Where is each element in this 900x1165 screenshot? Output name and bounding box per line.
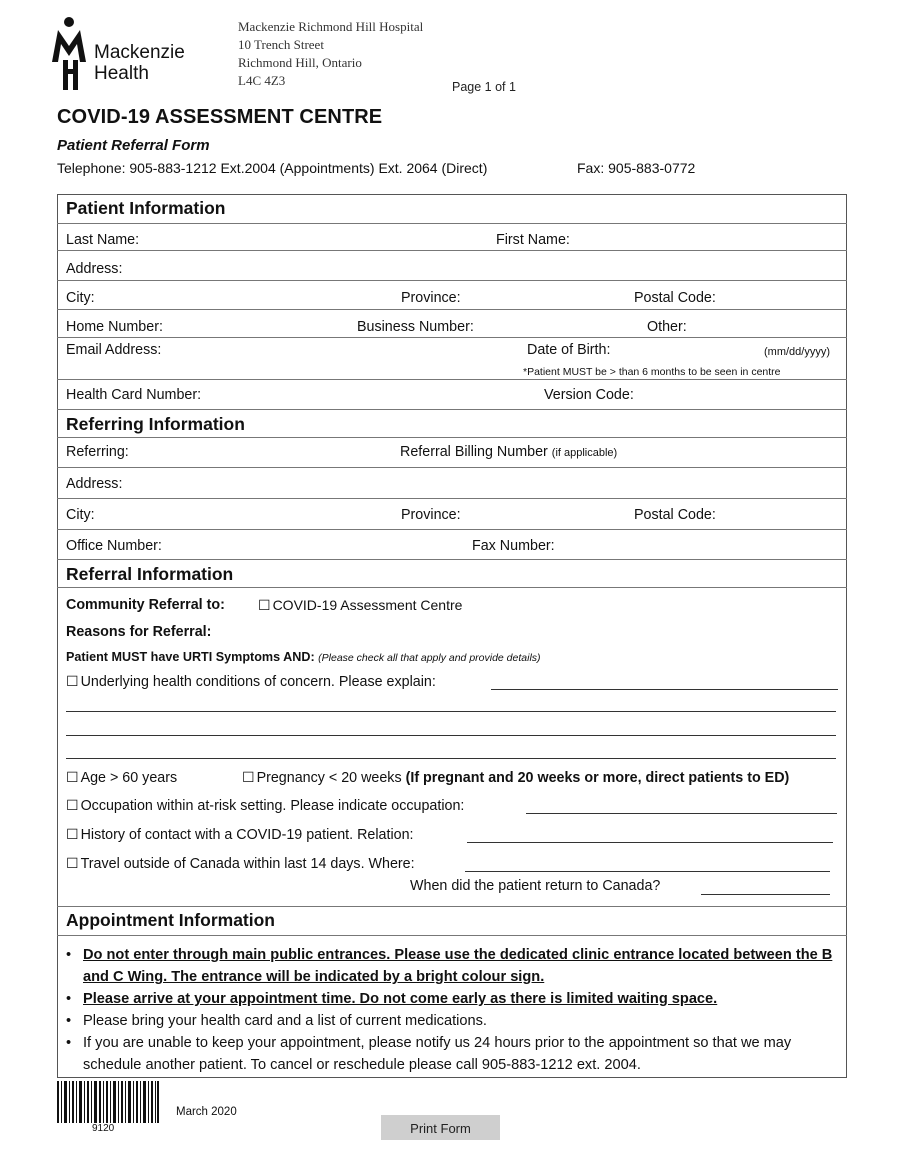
checkbox-icon[interactable]: ☐ — [66, 826, 79, 842]
dob-format: (mm/dd/yyyy) — [764, 346, 830, 358]
relation-line[interactable] — [467, 842, 833, 843]
divider — [57, 379, 847, 380]
pregnancy-checkbox[interactable]: ☐ Pregnancy < 20 weeks (If pregnant and 20 weeks or more, direct patients to ED) — [242, 769, 790, 786]
appointment-info-heading: Appointment Information — [66, 910, 276, 930]
referring-province-field[interactable]: Province: — [401, 507, 461, 523]
billing-number-field[interactable]: Referral Billing Number (if applicable) — [400, 444, 618, 460]
community-referral-label: Community Referral to: — [66, 597, 225, 613]
underlying-explain-line[interactable] — [66, 758, 836, 759]
referring-city-field[interactable]: City: — [66, 507, 95, 523]
telephone-line: Telephone: 905-883-1212 Ext.2004 (Appointments) Ext. 2064 (Direct) — [57, 160, 488, 176]
divider — [57, 587, 847, 588]
checkbox-icon[interactable]: ☐ — [66, 855, 79, 871]
business-number-field[interactable]: Business Number: — [357, 319, 474, 335]
dob-field[interactable]: Date of Birth: — [527, 342, 611, 358]
urti-requirement: Patient MUST have URTI Symptoms AND: (Please check all that apply and provide details) — [66, 650, 541, 664]
divider — [57, 223, 847, 224]
health-card-field[interactable]: Health Card Number: — [66, 387, 202, 403]
return-date-line[interactable] — [701, 894, 830, 895]
office-number-field[interactable]: Office Number: — [66, 538, 162, 554]
mackenzie-health-logo-icon — [48, 16, 90, 94]
divider — [57, 250, 847, 251]
checkbox-icon[interactable]: ☐ — [242, 769, 255, 785]
covid-centre-checkbox[interactable]: ☐ COVID-19 Assessment Centre — [258, 597, 463, 613]
checkbox-icon[interactable]: ☐ — [66, 769, 79, 785]
patient-postal-field[interactable]: Postal Code: — [634, 290, 716, 306]
reasons-label: Reasons for Referral: — [66, 624, 212, 640]
hospital-address: Mackenzie Richmond Hill Hospital 10 Trench Street Richmond Hill, Ontario L4C 4Z3 — [238, 19, 424, 88]
referring-info-heading: Referring Information — [66, 414, 245, 434]
checkbox-icon[interactable]: ☐ — [66, 797, 79, 813]
divider — [57, 409, 847, 410]
divider — [57, 337, 847, 338]
underlying-explain-line[interactable] — [66, 711, 836, 712]
patient-address-field[interactable]: Address: — [66, 261, 123, 277]
referral-info-heading: Referral Information — [66, 564, 234, 584]
barcode-icon — [57, 1081, 159, 1123]
appointment-bullet: • If you are unable to keep your appointment, please notify us 24 hours prior to the appointment so that we may schedule another patient. To cancel or reschedule please call 905-883-1212 ext. 2004. — [66, 1035, 792, 1073]
patient-info-heading: Patient Information — [66, 198, 226, 218]
referring-field[interactable]: Referring: — [66, 444, 129, 460]
return-date-label: When did the patient return to Canada? — [410, 878, 661, 894]
divider — [57, 437, 847, 438]
age-checkbox[interactable]: ☐ Age > 60 years — [66, 769, 178, 786]
divider — [57, 529, 847, 530]
occupation-line[interactable] — [526, 813, 837, 814]
print-form-button[interactable]: Print Form — [381, 1115, 500, 1140]
referring-fax-field[interactable]: Fax Number: — [472, 538, 555, 554]
home-number-field[interactable]: Home Number: — [66, 319, 163, 335]
divider — [57, 498, 847, 499]
underlying-explain-line[interactable] — [491, 689, 838, 690]
version-code-field[interactable]: Version Code: — [544, 387, 634, 403]
barcode-number: 9120 — [92, 1123, 115, 1134]
referring-postal-field[interactable]: Postal Code: — [634, 507, 716, 523]
divider — [57, 309, 847, 310]
email-field[interactable]: Email Address: — [66, 342, 162, 358]
occupation-checkbox[interactable]: ☐ Occupation within at-risk setting. Please indicate occupation: — [66, 797, 465, 814]
appointment-bullet: • Please arrive at your appointment time. Do not come early as there is limited waiting space. — [66, 991, 718, 1007]
checkbox-icon[interactable]: ☐ — [258, 597, 271, 613]
last-name-field[interactable]: Last Name: — [66, 232, 140, 248]
patient-city-field[interactable]: City: — [66, 290, 95, 306]
divider — [57, 559, 847, 560]
divider — [57, 906, 847, 907]
referring-address-field[interactable]: Address: — [66, 476, 123, 492]
travel-where-line[interactable] — [465, 871, 830, 872]
underlying-conditions-checkbox[interactable]: ☐ Underlying health conditions of concern. Please explain: — [66, 673, 436, 690]
page-title: COVID-19 ASSESSMENT CENTRE — [57, 106, 383, 128]
contact-history-checkbox[interactable]: ☐ History of contact with a COVID-19 patient. Relation: — [66, 826, 414, 843]
checkbox-icon[interactable]: ☐ — [66, 673, 79, 689]
divider — [57, 467, 847, 468]
form-date: March 2020 — [176, 1106, 237, 1118]
divider — [57, 935, 847, 936]
form-subtitle: Patient Referral Form — [57, 137, 210, 154]
dob-note: *Patient MUST be > than 6 months to be seen in centre — [523, 366, 781, 378]
other-number-field[interactable]: Other: — [647, 319, 687, 335]
travel-checkbox[interactable]: ☐ Travel outside of Canada within last 14 days. Where: — [66, 855, 415, 872]
underlying-explain-line[interactable] — [66, 735, 836, 736]
page-number: Page 1 of 1 — [452, 80, 516, 94]
appointment-bullet: • Do not enter through main public entrances. Please use the dedicated clinic entrance located between the B and C Wing. The entrance will be indicated by a bright colour sign. — [66, 947, 833, 985]
appointment-bullet: • Please bring your health card and a list of current medications. — [66, 1013, 487, 1029]
first-name-field[interactable]: First Name: — [496, 232, 570, 248]
fax-line: Fax: 905-883-0772 — [577, 160, 696, 176]
logo-text: Mackenzie Health — [94, 42, 185, 84]
divider — [57, 280, 847, 281]
patient-province-field[interactable]: Province: — [401, 290, 461, 306]
